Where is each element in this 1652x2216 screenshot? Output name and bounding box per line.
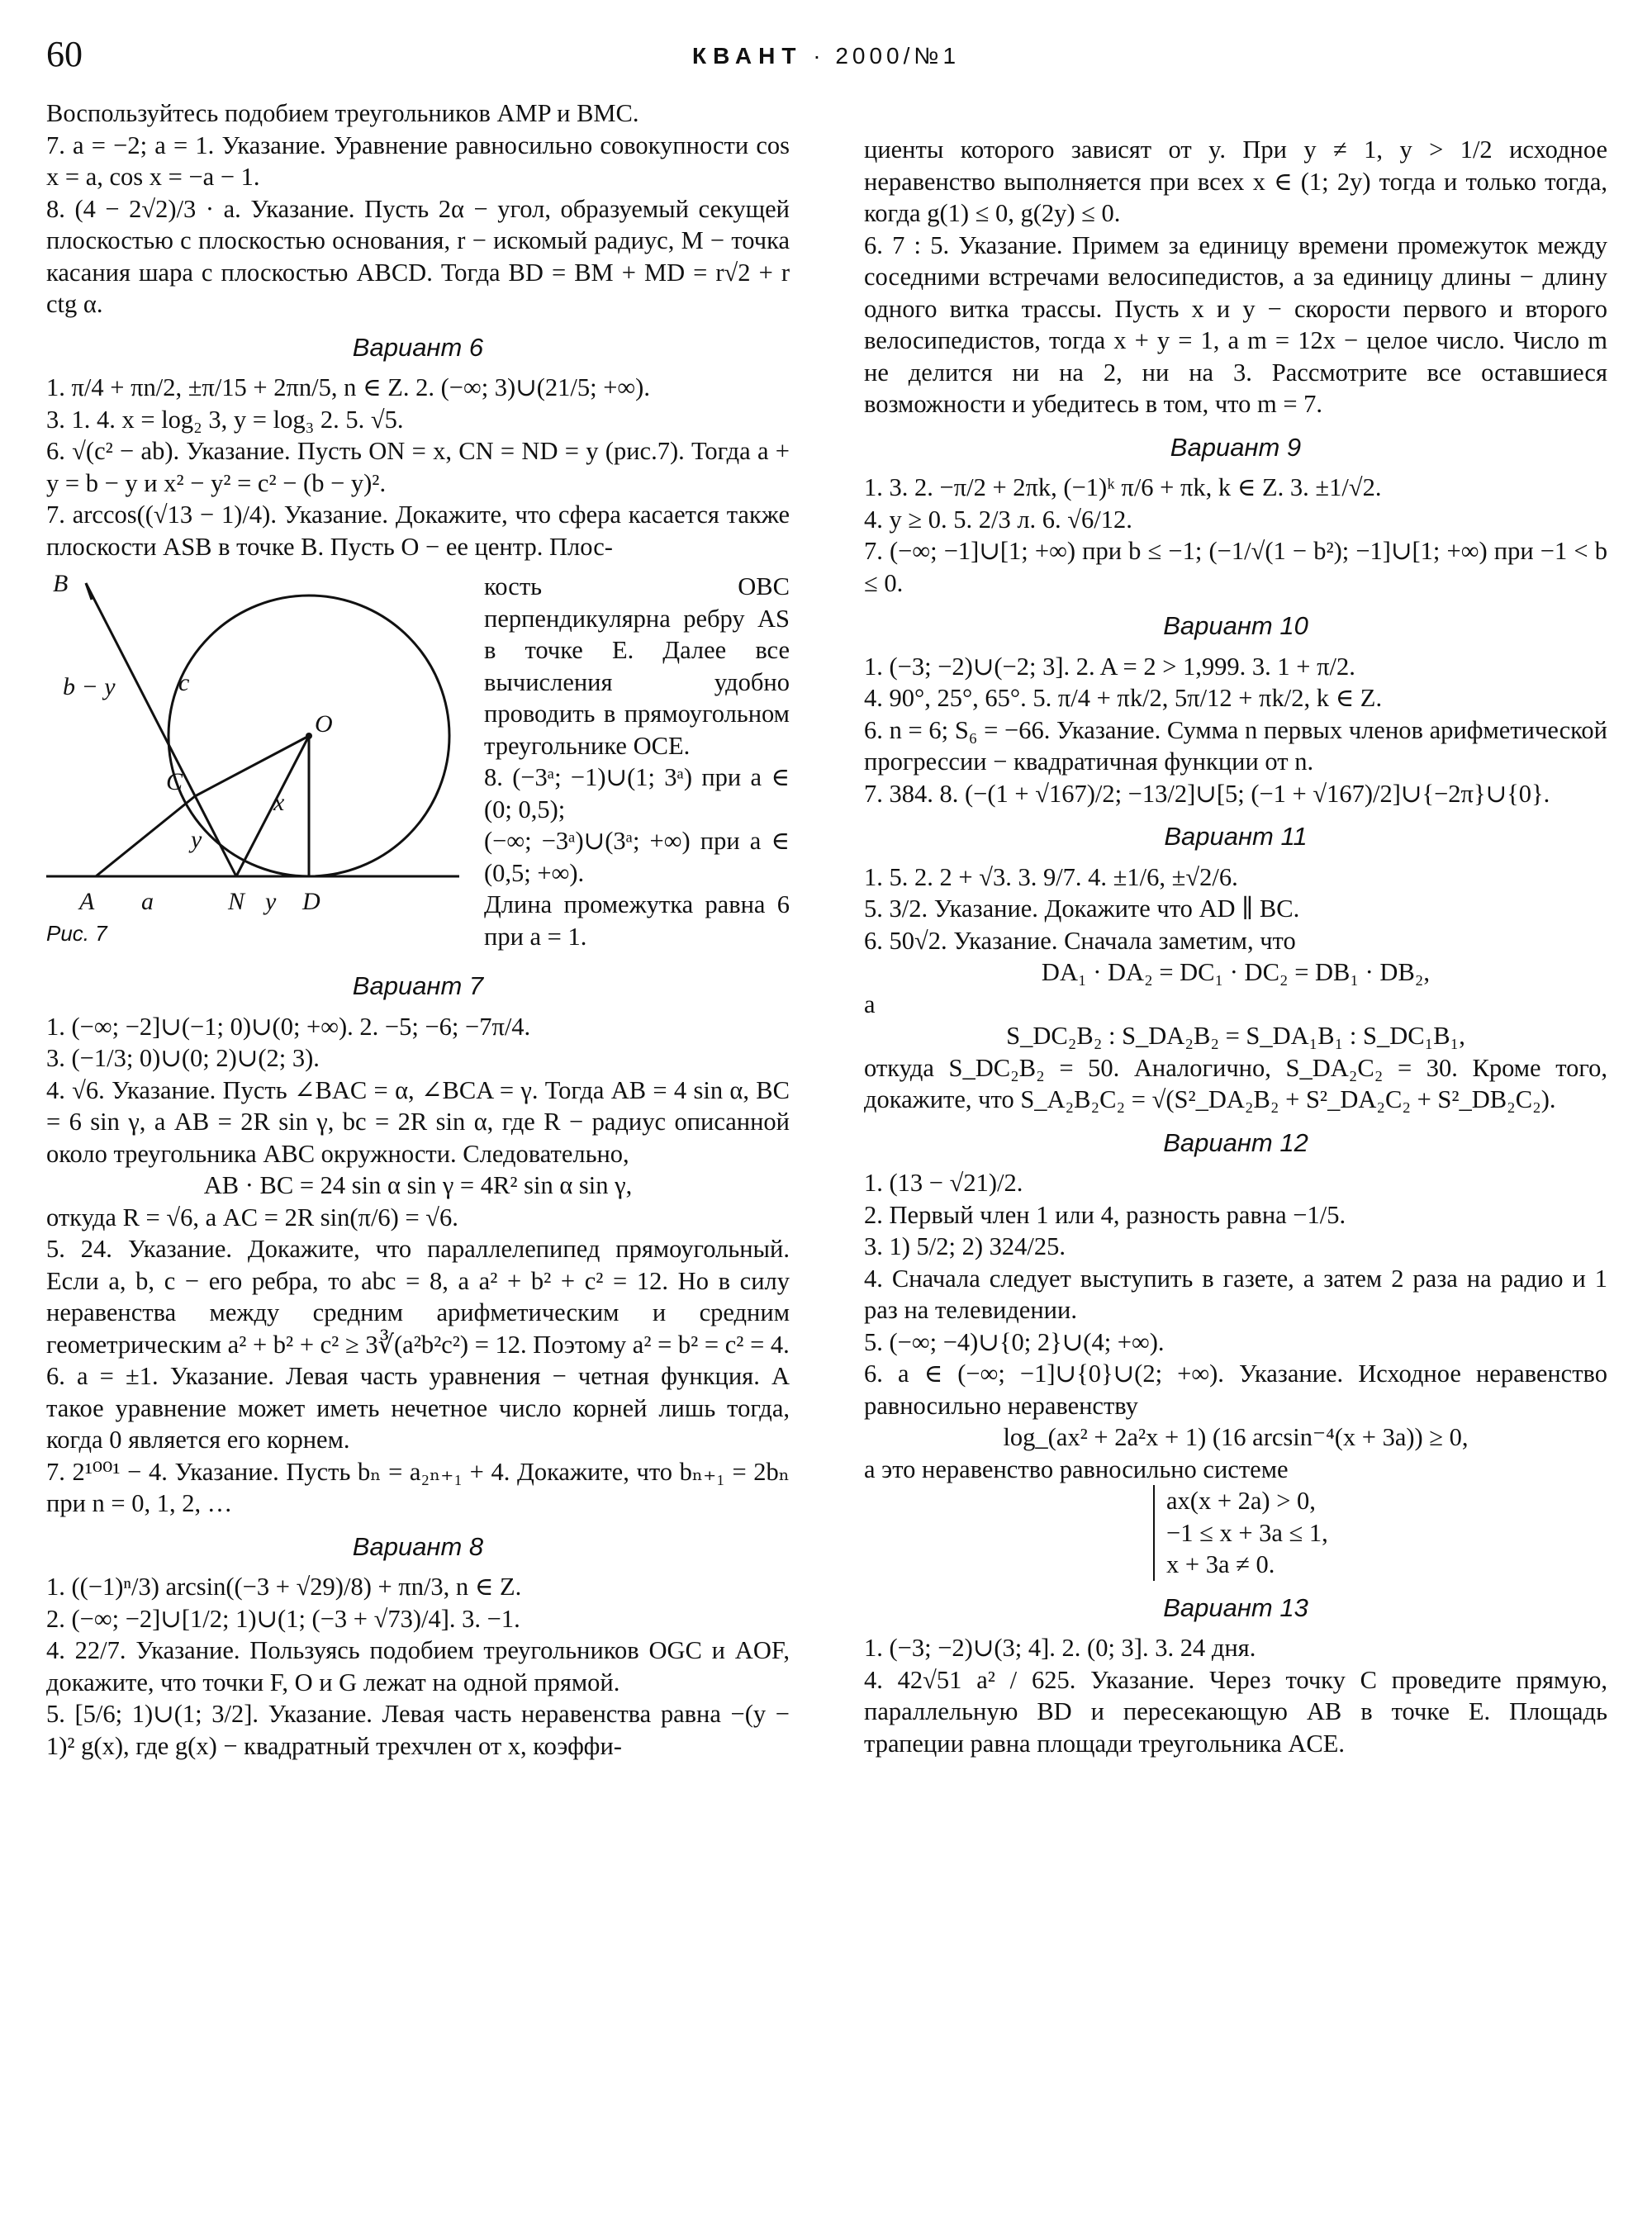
page-number: 60 — [46, 34, 83, 74]
right-column — [864, 134, 1607, 1759]
figure-7-block — [46, 571, 790, 959]
figure-7 — [46, 571, 476, 942]
label-B: B — [53, 571, 69, 597]
answer-line: 3. 1. 4. x = log₂ 3, y = log₃ 2. 5. √5. — [46, 405, 404, 434]
label-N: N — [228, 888, 245, 915]
answer-line: откуда S_DC₂B₂ = 50. Аналогично, S_DA₂C₂ = 30. Кроме того, докажите, что S_A₂B₂C₂ = √(S²_DA₂B₂ + S²_DA₂C₂ + S²_DB₂C₂). — [864, 1053, 1607, 1113]
journal-name: КВАНТ — [691, 43, 803, 69]
answer-line: циенты которого зависят от y. При y ≠ 1, y > 1/2 исходное неравенство выполняется при всех x ∈ (1; 2y) тогда и только тогда, когда g(1) ≤ 0, g(2y) ≤ 0. — [864, 135, 1607, 227]
label-y2: y — [265, 888, 277, 915]
answer-line: 6. n = 6; S₆ = −66. Указание. Сумма n первых членов арифметической прогрессии − квадратичная функции от n. — [864, 715, 1607, 776]
figure-side-text — [484, 571, 790, 952]
issue: · 2000/№1 — [813, 43, 961, 69]
formula-line: DA₁ · DA₂ = DC₁ · DC₂ = DB₁ · DB₂, — [1041, 958, 1431, 986]
answer-line: а это неравенство равносильно системе — [864, 1454, 1289, 1483]
answer-line: 7. arccos((√13 − 1)/4). Указание. Докажите, что сфера касается также плоскости ASB в точке B. Пусть O − ее центр. Плос- — [46, 501, 790, 561]
answer-line: 5. (−∞; −4)∪{0; 2}∪(4; +∞). — [864, 1327, 1165, 1356]
figure-caption: Рис. 7 — [46, 921, 107, 942]
label-b-y: b − y — [63, 673, 116, 700]
answer-line: 1. (−3; −2)∪(3; 4]. 2. (0; 3]. 3. 24 дня. — [864, 1634, 1256, 1662]
answer-line: 7. 384. 8. (−(1 + √167)/2; −13/2]∪[5; (−1 + √167)/2]∪{−2π}∪{0}. — [864, 779, 1550, 808]
answer-line: 3. 1) 5/2; 2) 324/25. — [864, 1232, 1066, 1260]
label-x: x — [273, 789, 285, 816]
answer-line: 5. 3/2. Указание. Докажите что AD ∥ BC. — [864, 894, 1300, 923]
variant-8-heading: Вариант 8 — [352, 1531, 484, 1561]
formula-line: AB · BC = 24 sin α sin γ = 4R² sin α sin γ, — [203, 1171, 633, 1199]
variant-11-heading: Вариант 11 — [1164, 822, 1308, 851]
answer-line: 4. 90°, 25°, 65°. 5. π/4 + πk/2, 5π/12 + πk/2, k ∈ Z. — [864, 684, 1383, 712]
answer-line: 5. [5/6; 1)∪(1; 3/2]. Указание. Левая часть неравенства равна −(y − 1)² g(x), где g(x) − квадратный трехчлен от x, коэффи- — [46, 1700, 790, 1760]
label-y: y — [191, 826, 202, 853]
answer-line: (−∞; −3ᵃ)∪(3ᵃ; +∞) при a ∈ (0,5; +∞). — [484, 827, 790, 887]
answer-line: а — [864, 989, 876, 1018]
segment-AC — [96, 796, 195, 876]
label-C: C — [166, 768, 183, 795]
variant-12-heading: Вариант 12 — [1163, 1127, 1308, 1157]
answer-line: 1. 5. 2. 2 + √3. 3. 9/7. 4. ±1/6, ±√2/6. — [864, 862, 1238, 891]
answer-line: 1. (−3; −2)∪(−2; 3]. 2. A = 2 > 1,999. 3. 1 + π/2. — [864, 652, 1355, 681]
answer-line: кость OBC перпендикулярна ребру AS в точке E. Далее все вычисления удобно проводить в прямоугольном треугольнике OCE. — [484, 572, 790, 760]
system-line: x + 3a ≠ 0. — [1166, 1550, 1275, 1578]
label-A: A — [79, 888, 95, 915]
segment-OC — [195, 736, 309, 796]
answer-line: 1. ((−1)ⁿ/3) arcsin((−3 + √29)/8) + πn/3, n ∈ Z. — [46, 1573, 522, 1601]
variant-13-heading: Вариант 13 — [1163, 1592, 1308, 1622]
answer-line: 5. 24. Указание. Докажите, что параллелепипед прямоугольный. Если a, b, c − его ребра, то abc = 8, а a² + b² + c² = 12. Но в силу неравенства между средним арифметическим и средним геометрическим a² + b² + c² ≥ 3∛(a²b²c²) = 12. Поэтому a² = b² = c² = 4. — [46, 1235, 790, 1359]
segment-ON — [236, 736, 309, 876]
answer-line: 7. 2¹⁰⁰¹ − 4. Указание. Пусть bₙ = a₂ₙ₊₁ + 4. Докажите, что bₙ₊₁ = 2bₙ при n = 0, 1, 2, … — [46, 1457, 790, 1517]
answer-line: 8. (−3ᵃ; −1)∪(1; 3ᵃ) при a ∈ (0; 0,5); — [484, 763, 790, 823]
answer-line: 3. (−1/3; 0)∪(0; 2)∪(2; 3). — [46, 1044, 320, 1072]
answer-line: 7. a = −2; a = 1. Указание. Уравнение равносильно совокупности cos x = a, cos x = −a − 1. — [46, 130, 790, 191]
answer-line: откуда R = √6, а AC = 2R sin(π/6) = √6. — [46, 1203, 458, 1231]
answer-line: 7. (−∞; −1]∪[1; +∞) при b ≤ −1; (−1/√(1 − b²); −1]∪[1; +∞) при −1 < b ≤ 0. — [864, 537, 1607, 597]
equation-system — [1153, 1485, 1607, 1581]
answer-line: 6. a = ±1. Указание. Левая часть уравнения − четная функция. А такое уравнение может иметь нечетное число корней лишь тогда, когда 0 является его корнем. — [46, 1362, 790, 1454]
answer-line: 4. y ≥ 0. 5. 2/3 л. 6. √6/12. — [864, 505, 1132, 534]
answer-line: 1. (13 − √21)/2. — [864, 1169, 1023, 1197]
left-column — [46, 97, 790, 1762]
variant-6-heading: Вариант 6 — [352, 332, 484, 362]
answer-line: 4. 22/7. Указание. Пользуясь подобием треугольников OGC и AOF, докажите, что точки F, O и G лежат на одной прямой. — [46, 1636, 790, 1696]
answer-line: 4. Сначала следует выступить в газете, а затем 2 раза на радио и 1 раз на телевидении. — [864, 1264, 1607, 1324]
variant-7-heading: Вариант 7 — [352, 971, 484, 1000]
answer-line: 4. 42√51 a² / 625. Указание. Через точку C проведите прямую, параллельную BD и пересекающую AB в точке E. Площадь трапеции равна площади треугольника ACE. — [864, 1665, 1607, 1758]
label-O: O — [315, 710, 333, 738]
system-line: −1 ≤ x + 3a ≤ 1, — [1166, 1518, 1328, 1547]
answer-line: 6. 50√2. Указание. Сначала заметим, что — [864, 926, 1296, 955]
answer-line: 6. 7 : 5. Указание. Примем за единицу времени промежуток между соседними встречами велосипедистов, а за единицу длины − длину одного витка трассы. Пусть x и y − скорости первого и второго велосипедистов, тогда x + y = 1, а m = 12x − целое число. Число m не делится ни на 2, ни на 3. Рассмотрите все оставшиеся возможности и убедитесь в том, что m = 7. — [864, 230, 1607, 418]
answer-line: 1. 3. 2. −π/2 + 2πk, (−1)ᵏ π/6 + πk, k ∈ Z. 3. ±1/√2. — [864, 473, 1382, 501]
variant-10-heading: Вариант 10 — [1163, 611, 1308, 640]
variant-9-heading: Вариант 9 — [1170, 432, 1302, 462]
label-c: c — [178, 669, 190, 696]
answer-line: 1. π/4 + πn/2, ±π/15 + 2πn/5, n ∈ Z. 2. (−∞; 3)∪(21/5; +∞). — [46, 373, 650, 401]
formula-line: log_(ax² + 2a²x + 1) (16 arcsin⁻⁴(x + 3a)) ≥ 0, — [1003, 1423, 1469, 1451]
answer-line: 8. (4 − 2√2)/3 · a. Указание. Пусть 2α − угол, образуемый секущей плоскостью с плоскостью основания, r − искомый радиус, M − точка касания шара с плоскостью ABCD. Тогда BD = BM + MD = r√2 + r ctg α. — [46, 194, 790, 318]
system-line: ax(x + 2a) > 0, — [1166, 1487, 1316, 1515]
answer-line: 2. Первый член 1 или 4, разность равна −1/5. — [864, 1200, 1346, 1229]
formula-line: S_DC₂B₂ : S_DA₂B₂ = S_DA₁B₁ : S_DC₁B₁, — [1006, 1022, 1465, 1050]
answer-line: Длина промежутка равна 6 при a = 1. — [484, 890, 790, 951]
answer-line: 2. (−∞; −2]∪[1/2; 1)∪(1; (−3 + √73)/4]. 3. −1. — [46, 1604, 520, 1633]
answer-line: Воспользуйтесь подобием треугольников AMP и BMC. — [46, 99, 639, 127]
running-header — [0, 43, 1652, 69]
segment-BN — [86, 583, 236, 876]
label-D: D — [302, 888, 320, 915]
label-a: a — [141, 888, 154, 915]
answer-line: 4. √6. Указание. Пусть ∠BAC = α, ∠BCA = γ. Тогда AB = 4 sin α, BC = 6 sin γ, а AB = 2R sin γ, bc = 2R sin α, где R − радиус описанной около треугольника ABC окружности. Следовательно, — [46, 1075, 790, 1168]
answer-line: 6. a ∈ (−∞; −1]∪{0}∪(2; +∞). Указание. Исходное неравенство равносильно неравенству — [864, 1359, 1607, 1420]
answer-line: 6. √(c² − ab). Указание. Пусть ON = x, CN = ND = y (рис.7). Тогда a + y = b − y и x² − y² = c² − (b − y)². — [46, 437, 790, 497]
answer-line: 1. (−∞; −2]∪(−1; 0)∪(0; +∞). 2. −5; −6; −7π/4. — [46, 1012, 531, 1041]
